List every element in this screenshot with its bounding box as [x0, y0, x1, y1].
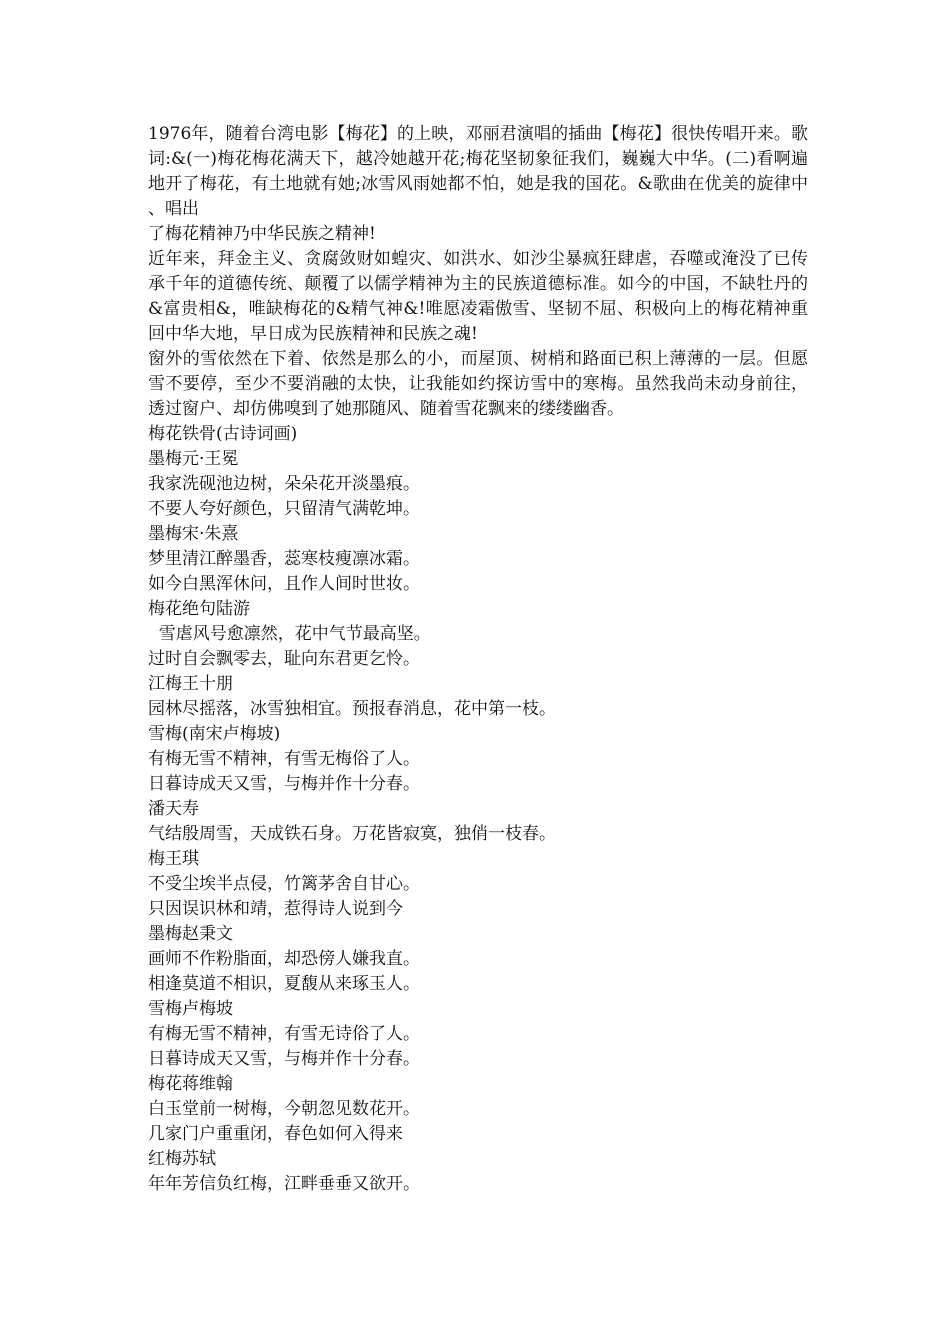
poem-title: 雪梅卢梅坡 — [148, 999, 233, 1019]
poem-title: 潘天寿 — [148, 799, 199, 819]
poem-line: 只因误识林和靖，惹得诗人说到今 — [148, 899, 403, 919]
poem-title: 梅花蒋维翰 — [148, 1074, 233, 1094]
poem-line: 日暮诗成天又雪，与梅并作十分春。 — [148, 774, 420, 794]
poem-line: 雪虐风号愈凛然，花中气节最高坚。 — [148, 624, 431, 644]
poem-title: 墨梅元·王冕 — [148, 449, 239, 469]
poem-line: 梦里清江醉墨香，蕊寒枝瘦凛冰霜。 — [148, 549, 420, 569]
poem-line: 我家洗砚池边树，朵朵花开淡墨痕。 — [148, 474, 420, 494]
poem-line: 有梅无雪不精神，有雪无梅俗了人。 — [148, 749, 420, 769]
poem-line: 年年芳信负红梅，江畔垂垂又欲开。 — [148, 1174, 420, 1194]
poem-line: 过时自会飘零去，耻向东君更乞怜。 — [148, 649, 420, 669]
poem-title: 墨梅赵秉文 — [148, 924, 233, 944]
paragraph-teresa-teng-song: 1976年，随着台湾电影【梅花】的上映，邓丽君演唱的插曲【梅花】很快传唱开来。歌词:&(一)梅花梅花满天下，越冷她越开花;梅花坚韧象征我们，巍巍大中华。(二)看啊遍地开了梅花，有土地就有她;冰雪风雨她都不怕，她是我的国花。&歌曲在优美的旋律中、唱出 — [148, 124, 808, 219]
poem-title: 江梅王十朋 — [148, 674, 233, 694]
poem-line: 日暮诗成天又雪，与梅并作十分春。 — [148, 1049, 420, 1069]
poem-title: 梅王琪 — [148, 849, 199, 869]
poem-line: 白玉堂前一树梅，今朝忽见数花开。 — [148, 1099, 420, 1119]
document-body — [148, 122, 808, 1197]
poem-title: 雪梅(南宋卢梅坡) — [148, 724, 281, 744]
poem-line: 有梅无雪不精神，有雪无诗俗了人。 — [148, 1024, 420, 1044]
poem-line: 如今白黑浑休问，且作人间时世妆。 — [148, 574, 420, 594]
poem-line: 园林尽摇落，冰雪独相宜。预报春消息，花中第一枝。 — [148, 699, 556, 719]
poem-line: 几家门户重重闭，春色如何入得来 — [148, 1124, 403, 1144]
poem-title: 梅花绝句陆游 — [148, 599, 250, 619]
poem-title: 红梅苏轼 — [148, 1149, 216, 1169]
section-heading: 梅花铁骨(古诗词画) — [148, 424, 298, 444]
paragraph-moral-tradition: 近年来，拜金主义、贪腐敛财如蝗灾、如洪水、如沙尘暴疯狂肆虐，吞噬或淹没了已传承千年的道德传统、颠覆了以儒学精神为主的民族道德标准。如今的中国，不缺牡丹的&富贵相&，唯缺梅花的&精气神&!唯愿凌霜傲雪、坚韧不屈、积极向上的梅花精神重回中华大地，早日成为民族精神和民族之魂! — [148, 249, 808, 344]
poem-title: 墨梅宋·朱熹 — [148, 524, 239, 544]
poem-line: 不受尘埃半点侵，竹篱茅舍自甘心。 — [148, 874, 420, 894]
paragraph-plum-spirit: 了梅花精神乃中华民族之精神! — [148, 224, 376, 244]
poem-line: 气结殷周雪，天成铁石身。万花皆寂寞，独俏一枝春。 — [148, 824, 556, 844]
poem-line: 画师不作粉脂面，却恐傍人嫌我直。 — [148, 949, 420, 969]
poem-line: 不要人夸好颜色，只留清气满乾坤。 — [148, 499, 420, 519]
poem-line: 相逢莫道不相识，夏馥从来琢玉人。 — [148, 974, 420, 994]
paragraph-snow-outside: 窗外的雪依然在下着、依然是那么的小，而屋顶、树梢和路面已积上薄薄的一层。但愿雪不要停，至少不要消融的太快，让我能如约探访雪中的寒梅。虽然我尚未动身前往，透过窗户、却仿佛嗅到了她那随风、随着雪花飘来的缕缕幽香。 — [148, 349, 808, 419]
